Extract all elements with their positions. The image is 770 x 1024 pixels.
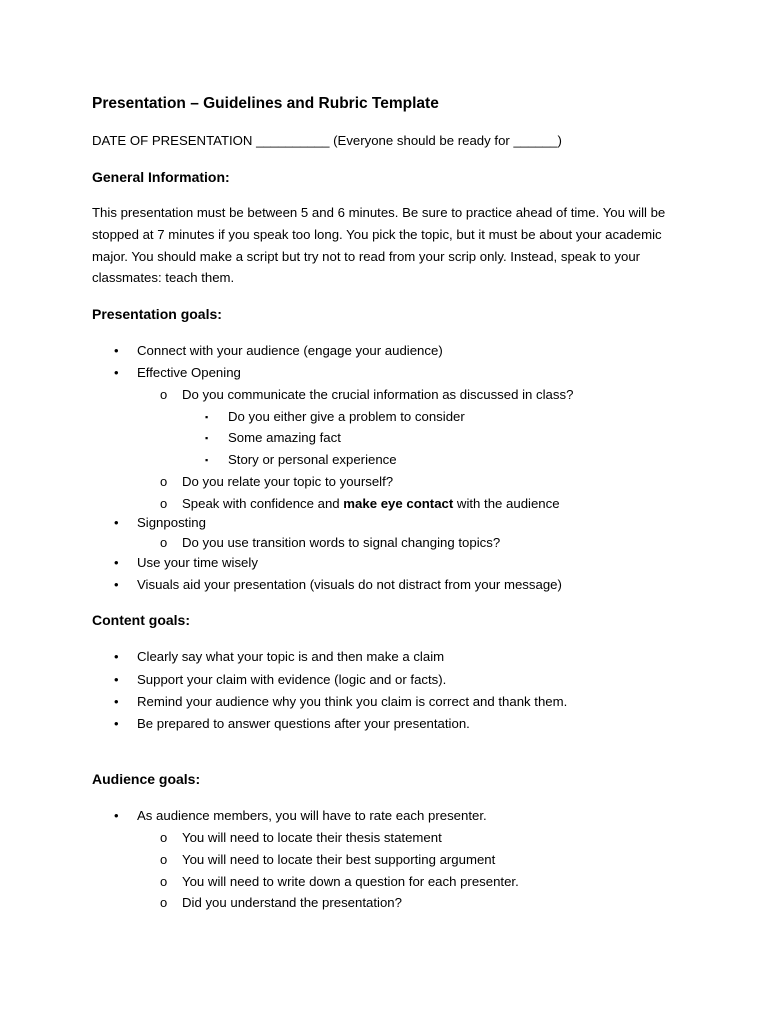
list-item: Do you relate your topic to yourself? [182, 474, 394, 489]
bullet-marker: • [114, 716, 119, 731]
circle-marker: o [160, 496, 168, 511]
list-item-text: Speak with confidence and [182, 496, 344, 511]
bullet-marker: • [114, 672, 119, 687]
circle-marker: o [160, 895, 168, 910]
bullet-marker: • [114, 343, 119, 358]
list-item: Story or personal experience [228, 452, 397, 467]
list-item: Use your time wisely [137, 555, 258, 570]
circle-marker: o [160, 387, 168, 402]
list-item: Did you understand the presentation? [182, 895, 402, 910]
circle-marker: o [160, 874, 168, 889]
document-title: Presentation – Guidelines and Rubric Template [92, 95, 439, 112]
circle-marker: o [160, 535, 168, 550]
list-item: Clearly say what your topic is and then make a claim [137, 649, 445, 664]
list-item: As audience members, you will have to rate each presenter. [137, 808, 487, 823]
general-paragraph: This presentation must be between 5 and 6 minutes. Be sure to practice ahead of time. You will be stopped at 7 minutes if you speak too long. You pick the topic, but it must be about your academic major. You should make a script but try not to read from your scrip only. Instead, speak to your classmates: teach them. [92, 205, 666, 286]
square-marker: ▪ [205, 412, 209, 422]
bullet-marker: • [114, 649, 119, 664]
audience-heading: Audience goals: [92, 771, 201, 787]
list-item: Do you communicate the crucial information as discussed in class? [182, 387, 574, 402]
list-item: You will need to write down a question for each presenter. [182, 874, 519, 889]
list-item: Signposting [137, 515, 206, 530]
bullet-marker: • [114, 577, 119, 592]
bullet-marker: • [114, 808, 119, 823]
circle-marker: o [160, 852, 168, 867]
content-heading: Content goals: [92, 612, 190, 628]
general-heading: General Information: [92, 169, 230, 185]
bullet-marker: • [114, 694, 119, 709]
circle-marker: o [160, 474, 168, 489]
list-item: Support your claim with evidence (logic and or facts). [137, 672, 447, 687]
list-item: Effective Opening [137, 365, 241, 380]
list-item [182, 495, 560, 513]
circle-marker: o [160, 830, 168, 845]
presentation-heading: Presentation goals: [92, 306, 222, 322]
list-item: Remind your audience why you think you claim is correct and thank them. [137, 694, 568, 709]
list-item: Some amazing fact [228, 430, 341, 445]
bullet-marker: • [114, 555, 119, 570]
list-item: Do you either give a problem to consider [228, 409, 465, 424]
square-marker: ▪ [205, 433, 209, 443]
emphasis-text: make eye contact [343, 496, 454, 511]
bullet-marker: • [114, 515, 119, 530]
list-item: Connect with your audience (engage your audience) [137, 343, 443, 358]
list-item: Do you use transition words to signal changing topics? [182, 535, 501, 550]
list-item: You will need to locate their thesis statement [182, 830, 442, 845]
square-marker: ▪ [205, 455, 209, 465]
list-item: Be prepared to answer questions after your presentation. [137, 716, 470, 731]
date-line: DATE OF PRESENTATION __________ (Everyone should be ready for ______) [92, 133, 562, 148]
bullet-marker: • [114, 365, 119, 380]
list-item: You will need to locate their best supporting argument [182, 852, 496, 867]
list-item-text: with the audience [453, 496, 560, 511]
list-item: Visuals aid your presentation (visuals do not distract from your message) [137, 577, 562, 592]
